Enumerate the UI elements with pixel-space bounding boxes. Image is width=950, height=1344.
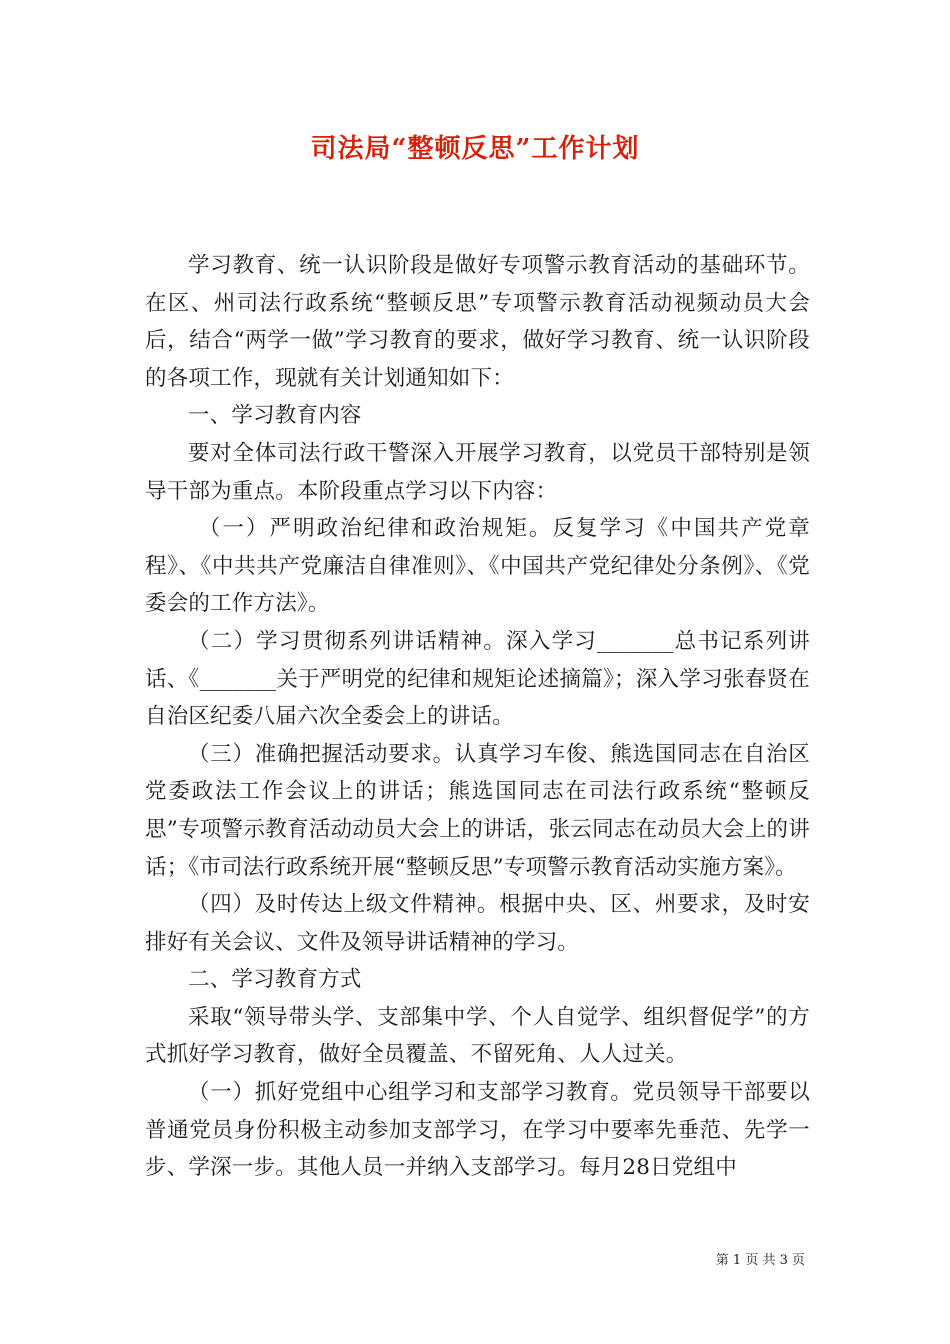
section-heading-1: 一、学习教育内容 <box>188 403 362 429</box>
document-body <box>145 247 810 1187</box>
paragraph-section-2: 采取“领导带头学、支部集中学、个人自觉学、组织督促学”的方式抓好学习教育，做好全员覆盖、不留死角、人人过关。 <box>145 1004 810 1068</box>
paragraph-item-2-1: （一）抓好党组中心组学习和支部学习教育。党员领导干部要以普通党员身份积极主动参加支部学习，在学习中要率先垂范、先学一步、学深一步。其他人员一并纳入支部学习。每月28日党组中 <box>145 1080 810 1181</box>
section-heading-2: 二、学习教育方式 <box>188 967 362 993</box>
paragraph-item-1-1: （一）严明政治纪律和政治规矩。反复学习《中国共产党章程》、《中共共产党廉洁自律准则》、《中国共产党纪律处分条例》、《党委会的工作方法》。 <box>145 516 810 617</box>
paragraph-item-1-3: （三）准确把握活动要求。认真学习车俊、熊选国同志在自治区党委政法工作会议上的讲话；熊选国同志在司法行政系统“整顿反思”专项警示教育活动动员大会上的讲话，张云同志在动员大会上的讲话；《市司法行政系统开展“整顿反思”专项警示教育活动实施方案》。 <box>145 741 810 880</box>
paragraph-item-1-2: （二）学习贯彻系列讲话精神。深入学习_______总书记系列讲话、《_______关于严明党的纪律和规矩论述摘篇》；深入学习张春贤在自治区纪委八届六次全委会上的讲话。 <box>145 628 810 730</box>
paragraph-intro: 学习教育、统一认识阶段是做好专项警示教育活动的基础环节。在区、州司法行政系统“整顿反思”专项警示教育活动视频动员大会后，结合“两学一做”学习教育的要求，做好学习教育、统一认识阶段的各项工作，现就有关计划通知如下： <box>145 253 810 391</box>
page-number: 第 1 页 共 3 页 <box>715 1253 805 1268</box>
paragraph-item-1-4: （四）及时传达上级文件精神。根据中央、区、州要求，及时安排好有关会议、文件及领导讲话精神的学习。 <box>145 892 810 955</box>
document-title: 司法局“整顿反思”工作计划 <box>310 134 640 164</box>
paragraph-section-1: 要对全体司法行政干警深入开展学习教育，以党员干部特别是领导干部为重点。本阶段重点学习以下内容： <box>145 440 810 504</box>
